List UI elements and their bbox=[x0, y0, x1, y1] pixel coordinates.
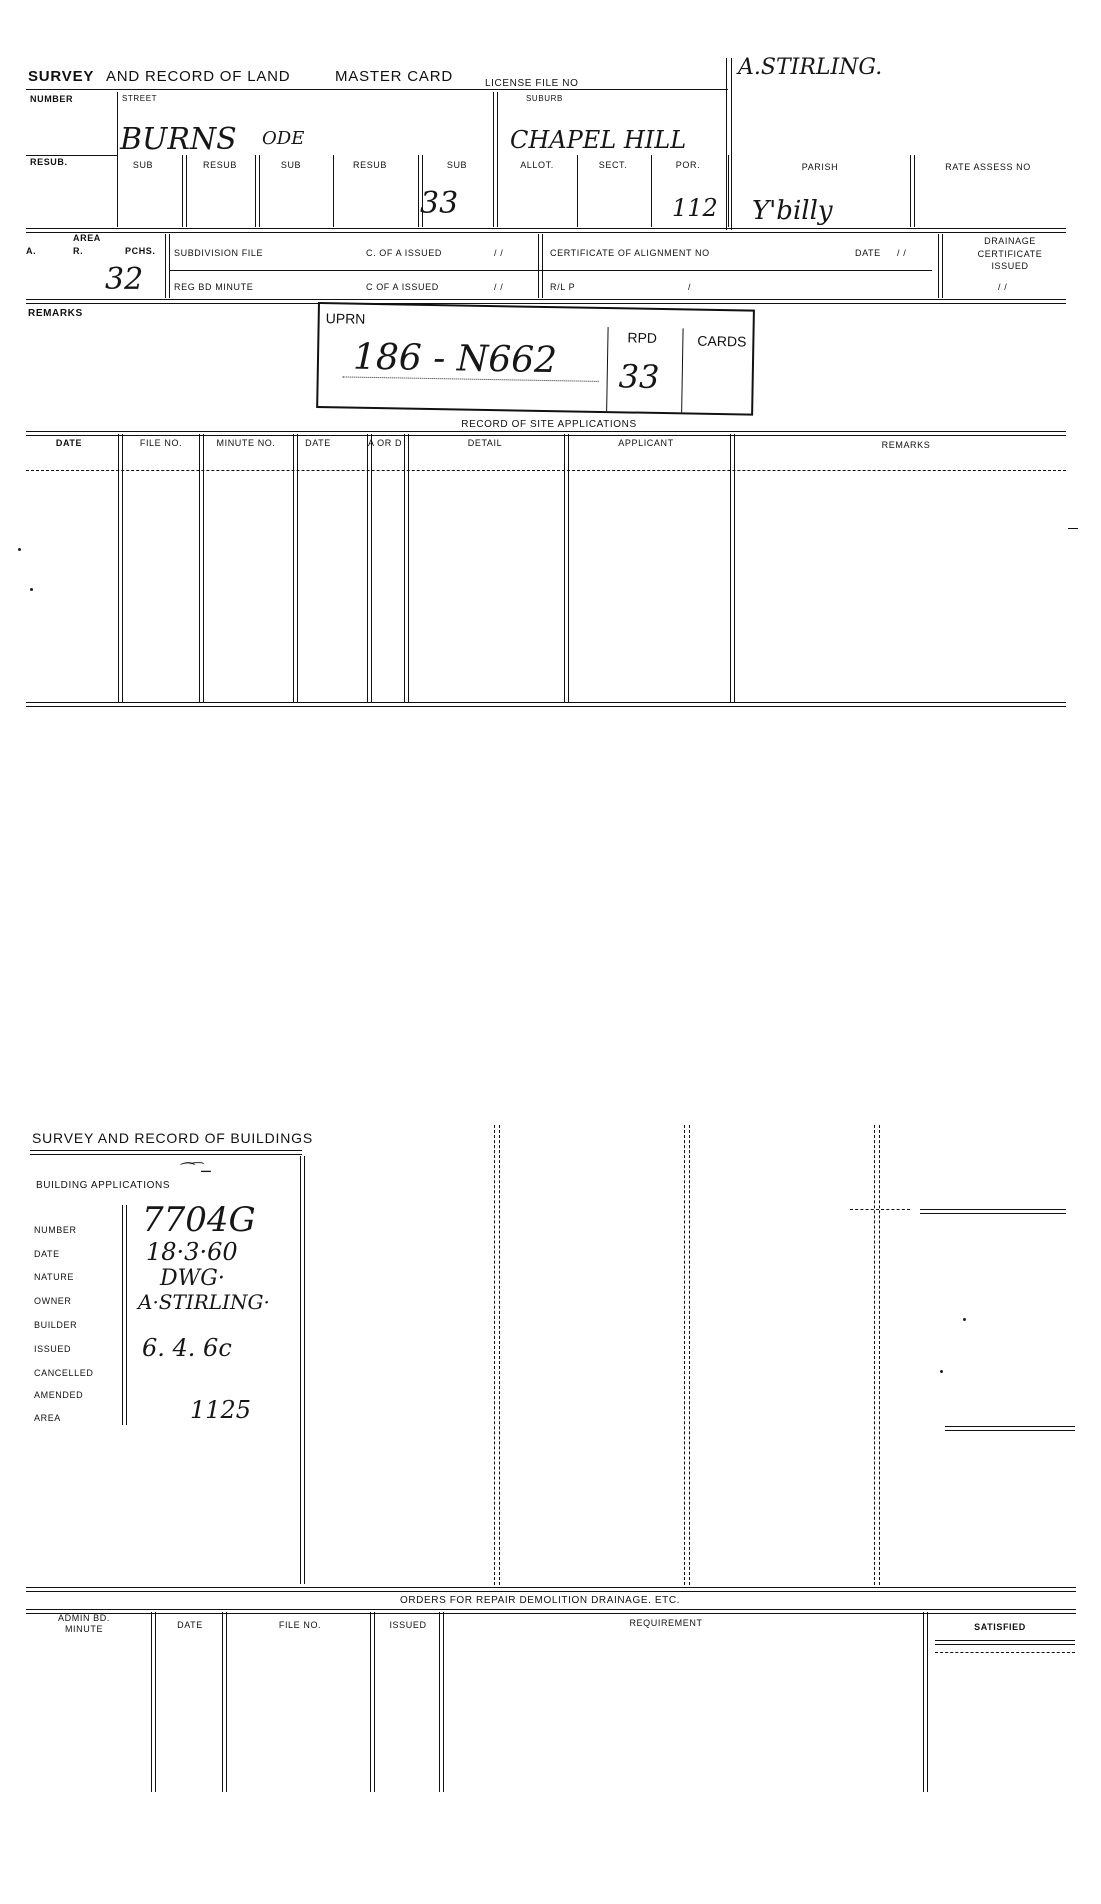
title-rule-thin bbox=[30, 1154, 302, 1155]
cert-date-label: DATE bbox=[855, 248, 881, 258]
col-minute-no: MINUTE NO. bbox=[216, 438, 276, 448]
col-date-2: DATE bbox=[305, 438, 331, 448]
col-divider bbox=[418, 155, 419, 227]
header-underline bbox=[26, 470, 1066, 471]
column-rule bbox=[879, 1125, 880, 1585]
parish-value: Y'billy bbox=[752, 196, 833, 226]
right-tick bbox=[945, 1430, 1075, 1431]
resub-label-2: RESUB bbox=[352, 160, 388, 170]
table-bottom-rule bbox=[26, 702, 1066, 703]
slashes: / / bbox=[897, 248, 907, 258]
scan-speck bbox=[30, 588, 33, 591]
col-divider bbox=[297, 434, 298, 702]
land-card-title-rest: AND RECORD OF LAND bbox=[106, 68, 291, 85]
col-divider bbox=[404, 434, 405, 702]
col-divider bbox=[186, 155, 187, 227]
right-tick bbox=[920, 1213, 1066, 1214]
field-area-value: 1125 bbox=[190, 1396, 252, 1424]
title-rule bbox=[30, 1150, 302, 1151]
scan-speck bbox=[963, 1318, 966, 1321]
buildings-card-title: SURVEY AND RECORD OF BUILDINGS bbox=[32, 1130, 313, 1146]
field-owner-label: OWNER bbox=[34, 1296, 72, 1306]
satisfied-underline-thin bbox=[935, 1644, 1075, 1645]
field-nature-value: DWG· bbox=[160, 1266, 225, 1291]
col-divider bbox=[199, 434, 200, 702]
slashes: / / bbox=[494, 248, 504, 258]
issued-label: ISSUED bbox=[991, 261, 1029, 271]
resub-label: RESUB. bbox=[30, 157, 68, 167]
col-divider bbox=[374, 1612, 375, 1792]
col-applicant: APPLICANT bbox=[618, 438, 674, 448]
fields-divider-b bbox=[126, 1205, 127, 1425]
number-label: NUMBER bbox=[30, 94, 74, 104]
table-rule-thin bbox=[26, 435, 1066, 436]
row-rule bbox=[26, 228, 1066, 229]
row-rule-thin bbox=[26, 232, 1066, 233]
col-divider bbox=[651, 155, 652, 227]
col-divider bbox=[118, 434, 119, 702]
field-issued-value: 6. 4. 6c bbox=[142, 1334, 232, 1362]
col-file-no: FILE NO. bbox=[278, 1620, 322, 1630]
col-divider bbox=[155, 1612, 156, 1792]
cert-divider-a bbox=[538, 234, 539, 298]
col-divider bbox=[333, 155, 334, 227]
area-divider-b bbox=[169, 234, 170, 298]
column-rule bbox=[684, 1125, 685, 1585]
right-tick bbox=[920, 1209, 1066, 1210]
col-divider bbox=[568, 434, 569, 702]
col-divider bbox=[122, 434, 123, 702]
cert-divider-b bbox=[542, 234, 543, 298]
column-rule bbox=[874, 1125, 875, 1585]
col-divider bbox=[730, 434, 731, 702]
col-divider bbox=[370, 1612, 371, 1792]
suburb-value: CHAPEL HILL bbox=[510, 126, 687, 154]
field-owner-value: A·STIRLING· bbox=[138, 1290, 270, 1314]
col-date: DATE bbox=[55, 438, 83, 448]
rpd-label: RPD bbox=[627, 329, 658, 346]
resub-label-1: RESUB bbox=[202, 160, 238, 170]
field-area-label: AREA bbox=[34, 1413, 61, 1423]
col-requirement: REQUIREMENT bbox=[629, 1618, 703, 1628]
reg-bd-minute-label: REG BD MINUTE bbox=[174, 282, 254, 292]
site-applications-title: RECORD OF SITE APPLICATIONS bbox=[461, 419, 637, 430]
scribble: ⁀ ͡ ─ bbox=[178, 1162, 211, 1181]
right-tick-dash bbox=[850, 1209, 910, 1210]
col-divider bbox=[203, 434, 204, 702]
orders-header-rule-thin bbox=[26, 1613, 1076, 1614]
header-rule bbox=[26, 89, 728, 90]
sub-value: 33 bbox=[420, 186, 459, 221]
column-rule bbox=[499, 1125, 500, 1585]
satisfied-dash bbox=[935, 1652, 1075, 1653]
col-divider bbox=[367, 434, 368, 702]
parish-label: PARISH bbox=[801, 162, 839, 172]
col-a-or-d: A OR D bbox=[367, 438, 403, 448]
col-file-no: FILE NO. bbox=[139, 438, 183, 448]
sub-label-2: SUB bbox=[280, 160, 302, 170]
remarks-label: REMARKS bbox=[28, 308, 83, 319]
col-admin-bd: ADMIN BD. bbox=[58, 1613, 110, 1623]
mid-rule bbox=[170, 270, 932, 271]
col-issued: ISSUED bbox=[389, 1620, 427, 1630]
col-divider bbox=[927, 1612, 928, 1792]
rl-slash: / bbox=[688, 282, 692, 292]
field-date-value: 18·3·60 bbox=[146, 1238, 238, 1266]
field-number-label: NUMBER bbox=[34, 1225, 77, 1235]
col-divider bbox=[923, 1612, 924, 1792]
rpd-value: 33 bbox=[618, 357, 660, 396]
column-rule bbox=[494, 1125, 495, 1585]
subdivision-file-label: SUBDIVISION FILE bbox=[174, 248, 264, 258]
col-satisfied: SATISFIED bbox=[974, 1622, 1026, 1632]
col-divider bbox=[734, 434, 735, 702]
row-rule bbox=[26, 299, 1066, 300]
drainage-divider-b bbox=[942, 234, 943, 298]
certificate-alignment-label: CERTIFICATE OF ALIGNMENT NO bbox=[550, 248, 710, 258]
col-divider bbox=[728, 155, 729, 227]
sub-label-3: SUB bbox=[446, 160, 468, 170]
cards-label: CARDS bbox=[697, 332, 747, 350]
col-divider bbox=[914, 155, 915, 227]
col-minute: MINUTE bbox=[64, 1624, 104, 1634]
col-divider bbox=[439, 1612, 440, 1792]
resub-rule bbox=[26, 155, 118, 156]
fields-divider-a bbox=[122, 1205, 123, 1425]
row-rule-thin bbox=[26, 303, 1066, 304]
suburb-divider-b bbox=[497, 92, 498, 227]
col-divider bbox=[408, 434, 409, 702]
suburb-label: SUBURB bbox=[526, 94, 563, 103]
col-divider bbox=[564, 434, 565, 702]
orders-rule-thin bbox=[26, 1591, 1076, 1592]
col-divider bbox=[577, 155, 578, 227]
satisfied-underline bbox=[935, 1640, 1075, 1641]
allot-label: ALLOT. bbox=[520, 160, 554, 170]
col-divider bbox=[371, 434, 372, 702]
orders-rule bbox=[26, 1587, 1076, 1588]
scan-speck bbox=[18, 548, 21, 551]
rl-p-label: R/L P bbox=[550, 282, 576, 292]
owner-divider-b bbox=[731, 58, 732, 230]
suburb-divider-a bbox=[493, 92, 494, 227]
field-date-label: DATE bbox=[34, 1249, 60, 1259]
apps-divider-a bbox=[300, 1156, 301, 1584]
area-label: AREA bbox=[73, 233, 101, 243]
pchs-value: 32 bbox=[105, 262, 144, 297]
uprn-box bbox=[316, 302, 755, 416]
field-cancelled-label: CANCELLED bbox=[34, 1368, 94, 1378]
col-divider bbox=[151, 1612, 152, 1792]
col-divider bbox=[255, 155, 256, 227]
orders-header-rule bbox=[26, 1609, 1076, 1610]
scan-mark bbox=[1068, 528, 1078, 529]
building-applications-label: BUILDING APPLICATIONS bbox=[36, 1180, 171, 1191]
col-divider bbox=[182, 155, 183, 227]
land-card-title: SURVEY bbox=[28, 68, 95, 85]
table-bottom-rule-thin bbox=[26, 706, 1066, 707]
col-divider bbox=[226, 1612, 227, 1792]
table-rule bbox=[26, 431, 1066, 432]
c-of-a-issued-label-2: C OF A ISSUED bbox=[366, 282, 439, 292]
r-label: R. bbox=[73, 246, 84, 256]
number-divider bbox=[117, 92, 118, 227]
column-rule bbox=[689, 1125, 690, 1585]
slashes: / / bbox=[494, 282, 504, 292]
street-value: BURNS bbox=[120, 122, 237, 157]
owner-handwritten: A.STIRLING. bbox=[738, 55, 883, 80]
col-divider bbox=[259, 155, 260, 227]
drainage-label: DRAINAGE bbox=[984, 236, 1036, 246]
street-label: STREET bbox=[122, 94, 158, 103]
uprn-value: 186 - N662 bbox=[352, 336, 558, 382]
scan-speck bbox=[940, 1370, 943, 1373]
sub-label-1: SUB bbox=[132, 160, 154, 170]
slashes: / / bbox=[998, 282, 1008, 292]
certificate-label: CERTIFICATE bbox=[977, 249, 1043, 259]
col-divider bbox=[910, 155, 911, 227]
master-card-label: MASTER CARD bbox=[335, 68, 453, 85]
street-type-value: ODE bbox=[262, 128, 305, 149]
field-amended-label: AMENDED bbox=[34, 1390, 84, 1400]
right-tick bbox=[945, 1426, 1075, 1427]
por-value: 112 bbox=[672, 194, 718, 222]
field-nature-label: NATURE bbox=[34, 1272, 74, 1282]
col-date: DATE bbox=[177, 1620, 203, 1630]
field-builder-label: BUILDER bbox=[34, 1320, 78, 1330]
field-issued-label: ISSUED bbox=[34, 1344, 72, 1354]
drainage-divider-a bbox=[938, 234, 939, 298]
a-label: A. bbox=[26, 246, 37, 256]
uprn-label: UPRN bbox=[325, 310, 366, 327]
field-number-value: 7704G bbox=[142, 1200, 256, 1240]
por-label: POR. bbox=[675, 160, 701, 170]
col-divider bbox=[443, 1612, 444, 1792]
sect-label: SECT. bbox=[598, 160, 628, 170]
col-remarks: REMARKS bbox=[881, 440, 931, 450]
license-file-label: LICENSE FILE NO bbox=[485, 78, 579, 89]
area-divider-a bbox=[165, 234, 166, 298]
apps-divider-b bbox=[304, 1156, 305, 1584]
col-detail: DETAIL bbox=[467, 438, 503, 448]
orders-title: ORDERS FOR REPAIR DEMOLITION DRAINAGE. ETC. bbox=[399, 1595, 681, 1606]
owner-divider-a bbox=[726, 58, 727, 230]
pchs-label: PCHS. bbox=[125, 246, 156, 256]
c-of-a-issued-label: C. OF A ISSUED bbox=[366, 248, 442, 258]
col-divider bbox=[222, 1612, 223, 1792]
col-divider bbox=[293, 434, 294, 702]
rate-assess-label: RATE ASSESS NO bbox=[945, 162, 1031, 172]
